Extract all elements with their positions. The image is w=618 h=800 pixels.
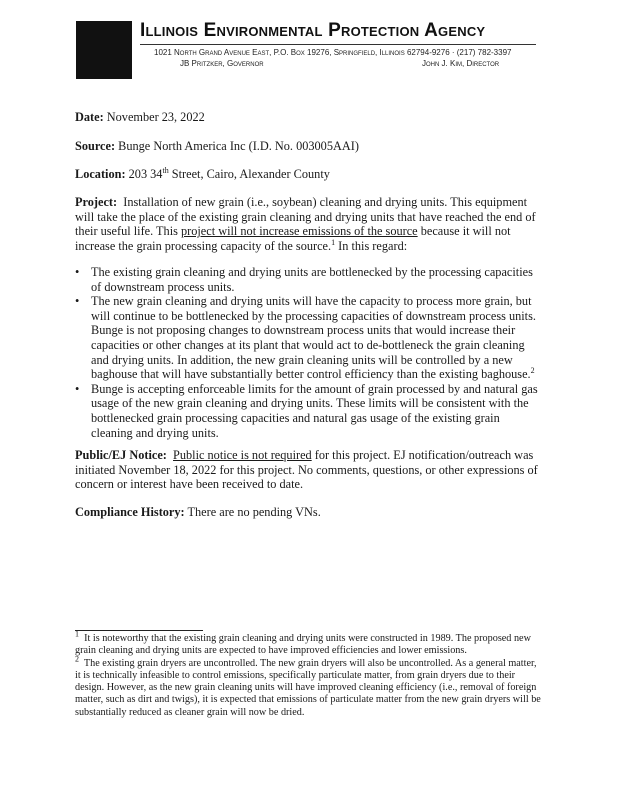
date-line <box>75 110 205 125</box>
officials-line <box>140 59 540 70</box>
project-paragraph: Project: Installation of new grain (i.e., soybean) cleaning and drying units. This equipment will take the place of the existing grain cleaning and drying units that have reached the end of their useful life. This project will not increase emissions of the source because it will not increase the grain processing capacity of the source.$^1$ In this regard: <box>75 195 536 253</box>
public-notice-underlined: Public notice is not required <box>173 448 312 462</box>
location-line <box>75 167 330 182</box>
footnote-ref-1: 1 <box>331 237 336 247</box>
project-bullets <box>75 265 543 440</box>
source-value: Bunge North America Inc (I.D. No. 003005AAI) <box>118 139 359 153</box>
project-label: Project: <box>75 195 118 209</box>
footnote-2: $^2$ The existing grain dryers are uncontrolled. The new grain dryers will also be uncontrolled. As a general matter, it is technically infeasible to control emissions, specifically particulate matter, from grain dryers due to their design. However, as the new grain cleaning units will have improved cleaning efficiency (i.e., removal of foreign matter, such as dirt and twigs), it is expected that emissions of particulate matter from the new grain dryers will be substantially reduced as cleaner grain will now be dried. <box>75 654 541 718</box>
footnote-ref-2: 2 <box>530 366 535 376</box>
public-notice-paragraph: Public/EJ Notice: Public notice is not required for this project. EJ notification/outreach was initiated November 18, 2022 for this project. No comments, questions, or other expressions of concern or interest have been received to date. <box>75 448 538 492</box>
compliance-value: There are no pending VNs. <box>187 505 321 519</box>
bullet-icon: • <box>75 265 80 279</box>
governor: JB Pritzker, Governor <box>180 59 264 68</box>
location-value: 203 34th Street, Cairo, Alexander County <box>128 165 330 181</box>
date-label: Date: <box>75 110 104 124</box>
compliance-label: Compliance History: <box>75 505 185 519</box>
project-underlined: project will not increase emissions of the source <box>180 224 418 239</box>
footnote-divider <box>75 630 203 631</box>
bullet-icon: • <box>75 294 80 309</box>
bullet-item: • The existing grain cleaning and drying units are bottlenecked by the processing capacities of downstream process units. <box>75 265 533 294</box>
compliance-line <box>75 505 321 520</box>
director: John J. Kim, Director <box>422 59 500 68</box>
letterhead-divider <box>140 44 536 45</box>
bullet-item: • Bunge is accepting enforceable limits for the amount of grain processed by and natural gas usage of the new grain cleaning and drying units. These limits will be consistent with the bottlenecked grain processing capacities and natural gas usage of the existing grain cleaning and drying units. <box>75 381 538 440</box>
location-label: Location: <box>75 167 126 181</box>
public-notice-label: Public/EJ Notice: <box>75 448 167 462</box>
agency-address: 1021 North Grand Avenue East, P.O. Box 19276, Springfield, Illinois 62794-9276 · (217) 782-3397 <box>154 48 512 57</box>
letterhead <box>140 20 540 70</box>
date-value: November 23, 2022 <box>106 110 205 124</box>
source-label: Source: <box>75 139 116 153</box>
footnotes <box>75 629 543 719</box>
agency-name: Illinois Environmental Protection Agency <box>140 20 486 41</box>
agency-logo <box>76 21 132 79</box>
bullet-item: • The new grain cleaning and drying units will have the capacity to process more grain, but will continue to be bottlenecked by the processing capacities of downstream process units. Bunge is not proposing changes to downstream process units that would increase their capacities or other changes at its plant that would act to de-bottleneck the grain cleaning and drying units. In addition, the new grain cleaning units will be controlled by a new baghouse that will have substantially better control efficiency than the existing baghouse.$^2$ <box>75 294 536 382</box>
footnote-1: $^1$ It is noteworthy that the existing grain cleaning and drying units were constructed in 1989. The proposed new grain cleaning and drying units are expected to have improved efficiencies and lower emissions. <box>75 629 531 657</box>
bullet-icon: • <box>75 381 80 396</box>
source-line <box>75 139 359 154</box>
